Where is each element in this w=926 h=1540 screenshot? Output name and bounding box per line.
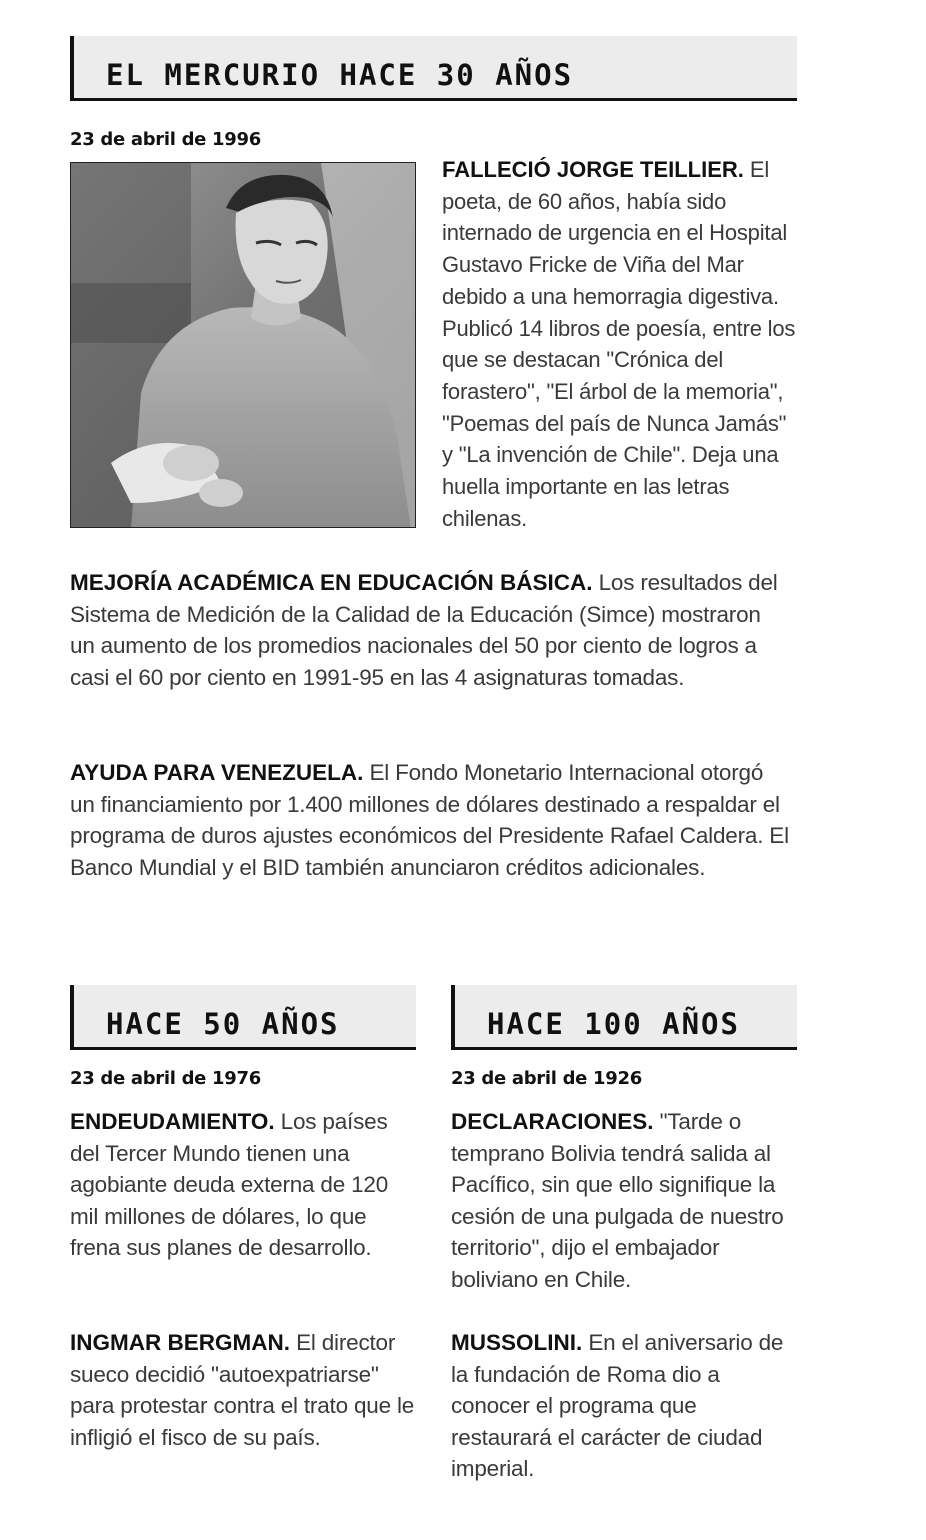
article-ayuda-venezuela: [70, 757, 790, 883]
section-date: 23 de abril de 1926: [451, 1068, 642, 1089]
portrait-photo: [70, 162, 416, 528]
article-body: El poeta, de 60 años, había sido internado de urgencia en el Hospital Gustavo Fricke de Viña del Mar debido a una hemorragia digestiva. Publicó 14 libros de poesía, entre los que se destacan "Crónica del forastero", "El árbol de la memoria", "Poemas del país de Nunca Jamás" y "La invención de Chile". Deja una huella importante en las letras chilenas.: [442, 157, 796, 531]
article-body: Los países del Tercer Mundo tienen una agobiante deuda externa de 120 mil millones de dólares, lo que frena sus planes de desarrollo.: [70, 1109, 389, 1260]
section-header-hace-50: [70, 985, 416, 1050]
article-body: El director sueco decidió "autoexpatriarse" para protestar contra el trato que le infligió el fisco de su país.: [70, 1330, 415, 1450]
article-headline: DECLARACIONES.: [451, 1109, 654, 1134]
article-headline: AYUDA PARA VENEZUELA.: [70, 760, 364, 785]
article-headline: FALLECIÓ JORGE TEILLIER.: [442, 157, 744, 182]
section-title: EL MERCURIO HACE 30 AÑOS: [106, 58, 574, 92]
section-date: 23 de abril de 1976: [70, 1068, 261, 1089]
article-mussolini: [451, 1327, 797, 1485]
article-headline: ENDEUDAMIENTO.: [70, 1109, 275, 1134]
article-body: Los resultados del Sistema de Medición de la Calidad de la Educación (Simce) mostraron un aumento de los promedios nacionales del 50 por ciento de logros a casi el 60 por ciento en 1991-95 en las 4 asignaturas tomadas.: [70, 570, 778, 690]
section-title: HACE 100 AÑOS: [487, 1007, 740, 1041]
section-date: 23 de abril de 1996: [70, 129, 261, 150]
article-headline: MUSSOLINI.: [451, 1330, 583, 1355]
article-endeudamiento: [70, 1106, 416, 1264]
article-declaraciones: [451, 1106, 797, 1295]
article-body: En el aniversario de la fundación de Roma dio a conocer el programa que restaurará el carácter de ciudad imperial.: [451, 1330, 784, 1481]
article-body: "Tarde o temprano Bolivia tendrá salida al Pacífico, sin que ello signifique la cesión de una pulgada de nuestro territorio", dijo el embajador boliviano en Chile.: [451, 1109, 784, 1292]
section-header-hace-100: [451, 985, 797, 1050]
article-headline: MEJORÍA ACADÉMICA EN EDUCACIÓN BÁSICA.: [70, 570, 593, 595]
article-fallecio-teillier: [442, 154, 802, 534]
article-headline: INGMAR BERGMAN.: [70, 1330, 290, 1355]
section-title: HACE 50 AÑOS: [106, 1007, 340, 1041]
article-mejoria-academica: [70, 567, 782, 693]
article-body: El Fondo Monetario Internacional otorgó un financiamiento por 1.400 millones de dólares destinado a respaldar el programa de duros ajustes económicos del Presidente Rafael Caldera. El Banco Mundial y el BID también anunciaron créditos adicionales.: [70, 760, 789, 880]
article-ingmar-bergman: [70, 1327, 420, 1453]
section-header-hace-30: [70, 36, 797, 101]
